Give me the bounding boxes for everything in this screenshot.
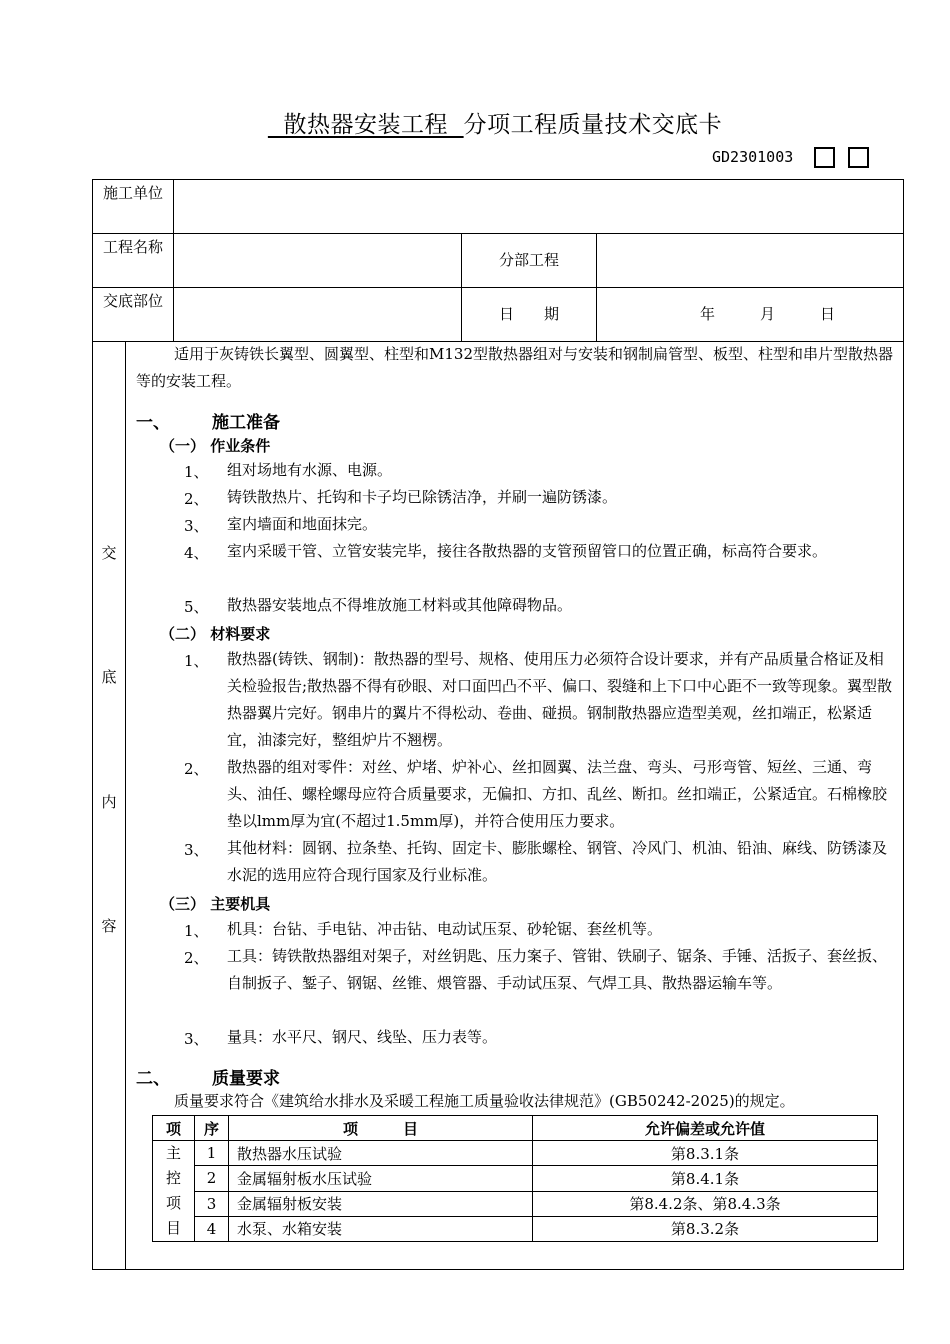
row-seq: 3 — [195, 1191, 229, 1216]
table-header-row — [153, 1116, 878, 1141]
side-char: 容 — [101, 917, 117, 935]
row-item: 水泵、水箱安装 — [229, 1216, 533, 1241]
item-text: 室内墙面和地面抹完。 — [227, 515, 378, 533]
row-value: 第8.4.1条 — [533, 1166, 878, 1191]
row-item: 散热器水压试验 — [229, 1141, 533, 1166]
item-number: 1、 — [184, 922, 209, 940]
item-text: 散热器安装地点不得堆放施工材料或其他障碍物品。 — [227, 596, 573, 614]
group-char: 目 — [165, 1219, 181, 1237]
row-item: 金属辐射板安装 — [229, 1191, 533, 1216]
date-label: 日 期 — [498, 305, 559, 323]
item-text: 量具：水平尺、钢尺、线坠、压力表等。 — [227, 1028, 498, 1046]
group-char: 控 — [165, 1169, 181, 1187]
divider — [125, 341, 126, 1270]
item-text: 其他材料：圆钢、拉条垫、托钩、固定卡、膨胀螺栓、钢管、冷风门、机油、铅油、麻线、防锈漆及水泥的选用应符合现行国家及行业标准。 — [227, 839, 888, 884]
item-text: 工具：铸铁散热器组对架子，对丝钥匙、压力案子、管钳、铁刷子、锯条、手锤、活扳子、套丝扳、自制扳子、錾子、钢锯、丝锥、煨管器、手动试压泵、气焊工具、散热器运输车等。 — [227, 947, 888, 992]
table-row — [153, 1141, 878, 1166]
group-char: 主 — [165, 1144, 181, 1162]
row-item: 金属辐射板水压试验 — [229, 1166, 533, 1191]
item-number: 1、 — [184, 463, 209, 481]
subsection-title: （三） 主要机具 — [160, 895, 271, 913]
row-seq: 1 — [195, 1141, 229, 1166]
col-header: 项 目 — [229, 1116, 533, 1141]
row-value: 第8.3.2条 — [533, 1216, 878, 1241]
subsection-title: （一） 作业条件 — [160, 437, 271, 455]
item-text: 室内采暖干管、立管安装完毕，接往各散热器的支管预留管口的位置正确，标高符合要求。 — [227, 542, 828, 560]
item-number: 5、 — [184, 598, 209, 616]
item-number: 2、 — [184, 760, 209, 778]
item-text: 组对场地有水源、电源。 — [227, 461, 393, 479]
col-header: 序 — [195, 1116, 229, 1141]
col-header: 项 — [153, 1116, 195, 1141]
row-seq: 2 — [195, 1166, 229, 1191]
item-number: 3、 — [184, 1030, 209, 1048]
item-number: 2、 — [184, 949, 209, 967]
group-label — [153, 1141, 195, 1242]
item-text: 铸铁散热片、托钩和卡子均已除锈洁净，并刷一遍防锈漆。 — [227, 488, 618, 506]
section2-title: 质量要求 — [212, 1069, 280, 1089]
col-header: 允许偏差或允许值 — [533, 1116, 878, 1141]
title-project-name: 散热器安装工程 — [283, 112, 448, 138]
sub-project-label: 分部工程 — [498, 251, 559, 269]
row-value: 第8.4.2条、第8.4.3条 — [533, 1191, 878, 1216]
table-row — [153, 1191, 878, 1216]
section1-number: 一、 — [136, 413, 170, 433]
code-box-1[interactable] — [814, 147, 835, 168]
section1-title: 施工准备 — [212, 413, 280, 433]
subsection-title: （二） 材料要求 — [160, 625, 271, 643]
divider — [173, 179, 174, 341]
quality-intro: 质量要求符合《建筑给水排水及采暖工程施工质量验收法律规范》(GB50242-2025)的规定。 — [174, 1092, 795, 1110]
item-number: 3、 — [184, 841, 209, 859]
project-label: 工程名称 — [102, 238, 163, 256]
date-value: 年 月 日 — [700, 305, 836, 323]
divider — [92, 287, 904, 288]
item-text: 散热器(铸铁、钢制)：散热器的型号、规格、使用压力必须符合设计要求，并有产品质量合格证及相关检验报告;散热器不得有砂眼、对口面凹凸不平、偏口、裂缝和上下口中心距不一致等现象。翼型散热器翼片完好。钢串片的翼片不得松动、卷曲、碰损。钢制散热器应造型美观，丝扣端正，松紧适宜，油漆完好，整组炉片不翘楞。 — [227, 650, 893, 749]
unit-label: 施工单位 — [102, 184, 163, 202]
item-number: 1、 — [184, 652, 209, 670]
quality-table — [152, 1115, 878, 1242]
side-char: 内 — [101, 793, 117, 811]
table-row — [153, 1166, 878, 1191]
dept-label: 交底部位 — [102, 292, 163, 310]
item-number: 3、 — [184, 517, 209, 535]
table-row — [153, 1216, 878, 1241]
side-char: 底 — [101, 668, 117, 686]
row-value: 第8.3.1条 — [533, 1141, 878, 1166]
item-text: 散热器的组对零件：对丝、炉堵、炉补心、丝扣圆翼、法兰盘、弯头、弓形弯管、短丝、三通、弯头、油任、螺栓螺母应符合质量要求，无偏扣、方扣、乱丝、断扣。丝扣端正，公紧适宜。石棉橡胶垫以lmm厚为宜(不超过1.5mm厚)，并符合使用压力要求。 — [227, 758, 888, 830]
item-number: 4、 — [184, 544, 209, 562]
divider — [596, 233, 597, 341]
form-code: GD2301003 — [712, 148, 794, 166]
side-char: 交 — [101, 544, 117, 562]
item-number: 2、 — [184, 490, 209, 508]
title-suffix: 分项工程质量技术交底卡 — [463, 112, 723, 138]
code-box-2[interactable] — [848, 147, 869, 168]
page-title — [0, 106, 950, 139]
row-seq: 4 — [195, 1216, 229, 1241]
group-char: 项 — [165, 1194, 181, 1212]
divider — [92, 233, 904, 234]
item-text: 机具：台钻、手电钻、冲击钻、电动试压泵、砂轮锯、套丝机等。 — [227, 920, 663, 938]
section2-number: 二、 — [136, 1069, 170, 1089]
intro-paragraph: 适用于灰铸铁长翼型、圆翼型、柱型和M132型散热器组对与安装和钢制扁管型、板型、柱型和串片型散热器等的安装工程。 — [136, 345, 893, 390]
